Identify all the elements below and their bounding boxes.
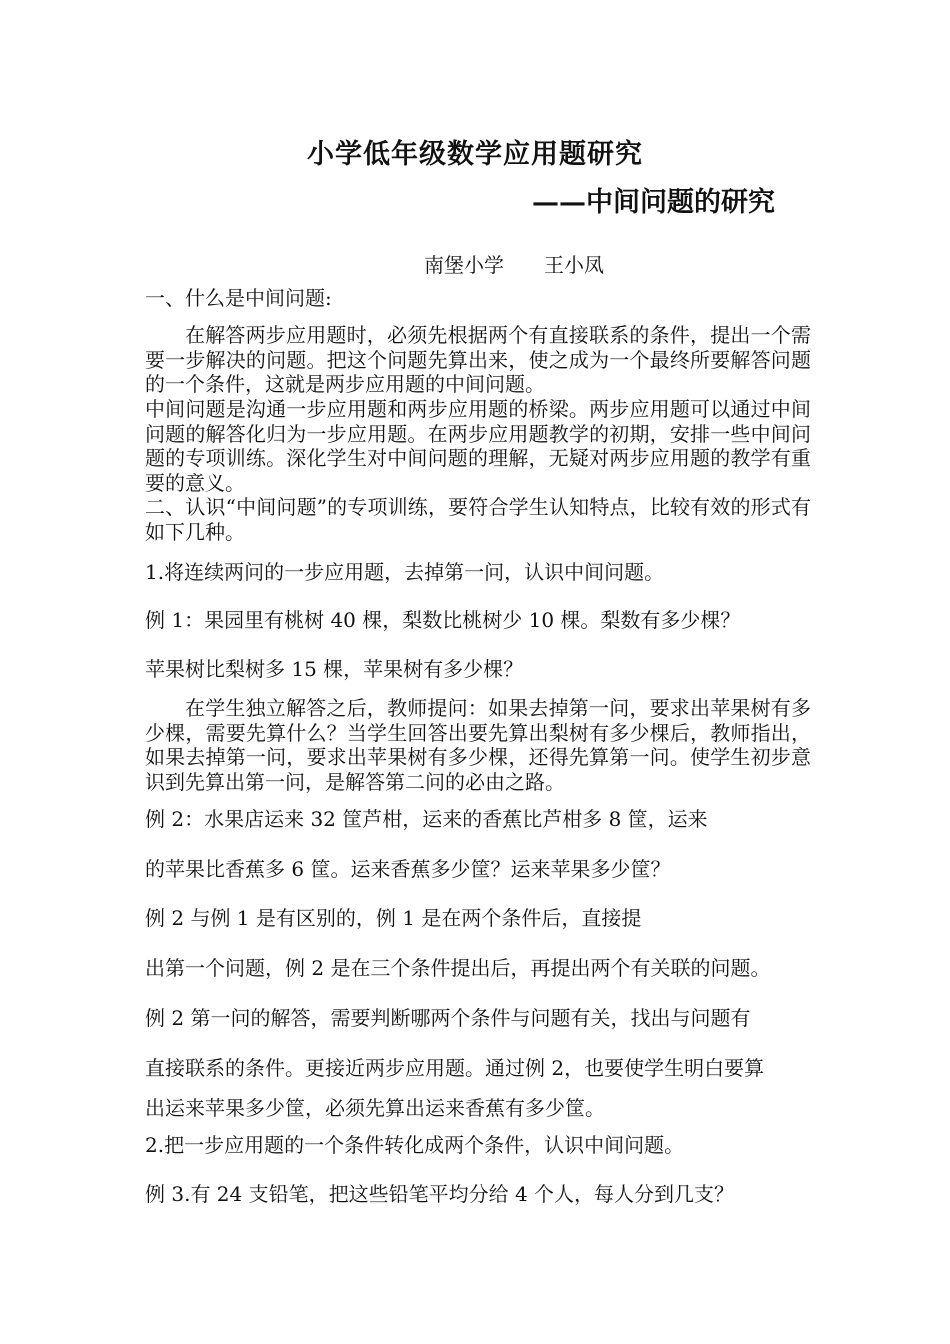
comparison-line-1: 例 2 与例 1 是有区别的，例 1 是在两个条件后，直接提 <box>145 906 642 930</box>
example-3-line-1: 例 3.有 24 支铅笔，把这些铅笔平均分给 4 个人，每人分到几支？ <box>145 1182 735 1206</box>
example-1-line-1: 例 1：果园里有桃树 40 棵，梨数比桃树少 10 棵。梨数有多少棵？ <box>145 608 741 632</box>
item-2: 2.把一步应用题的一个条件转化成两个条件，认识中间问题。 <box>145 1133 685 1157</box>
example-2-line-1: 例 2：水果店运来 32 筐芦柑，运来的香蕉比芦柑多 8 筐，运来 <box>145 807 708 831</box>
paragraph-2: 中间问题是沟通一步应用题和两步应用题的桥梁。两步应用题可以通过中间问题的解答化归为一步应用题。在两步应用题教学的初期，安排一些中间问题的专项训练。深化学生对中间问题的理解，无疑对两步应用题的教学有重要的意义。 <box>145 397 811 495</box>
author-line <box>424 249 604 278</box>
author-name: 王小凤 <box>544 253 604 277</box>
section-2-heading: 二、认识“中间问题”的专项训练，要符合学生认知特点，比较有效的形式有如下几种。 <box>145 495 811 544</box>
comparison-line-4: 直接联系的条件。更接近两步应用题。通过例 2，也要使学生明白要算 <box>145 1056 765 1080</box>
item-1: 1.将连续两问的一步应用题，去掉第一问，认识中间问题。 <box>145 560 665 584</box>
document-title: 小学低年级数学应用题研究 <box>307 139 643 170</box>
example-1-line-2: 苹果树比梨树多 15 棵，苹果树有多少棵？ <box>145 657 524 681</box>
example-2-line-2: 的苹果比香蕉多 6 筐。运来香蕉多少筐？运来苹果多少筐？ <box>145 857 671 881</box>
comparison-line-5: 出运来苹果多少筐，必须先算出运来香蕉有多少筐。 <box>145 1096 605 1120</box>
author-school: 南堡小学 <box>424 253 504 277</box>
section-1-heading: 一、什么是中间问题: <box>145 286 332 310</box>
paragraph-1: 在解答两步应用题时，必须先根据两个有直接联系的条件，提出一个需要一步解决的问题。把这个问题先算出来，使之成为一个最终所要解答问题的一个条件，这就是两步应用题的中间问题。 <box>145 323 811 396</box>
document-subtitle: ——中间问题的研究 <box>532 187 775 218</box>
paragraph-3: 在学生独立解答之后，教师提问：如果去掉第一问，要求出苹果树有多少棵，需要先算什么？当学生回答出要先算出梨树有多少棵后，教师指出，如果去掉第一问，要求出苹果树有多少棵，还得先算第一问。使学生初步意识到先算出第一问，是解答第二问的必由之路。 <box>145 696 811 794</box>
comparison-line-3: 例 2 第一问的解答，需要判断哪两个条件与问题有关，找出与问题有 <box>145 1006 751 1030</box>
comparison-line-2: 出第一个问题，例 2 是在三个条件提出后，再提出两个有关联的问题。 <box>145 956 771 980</box>
